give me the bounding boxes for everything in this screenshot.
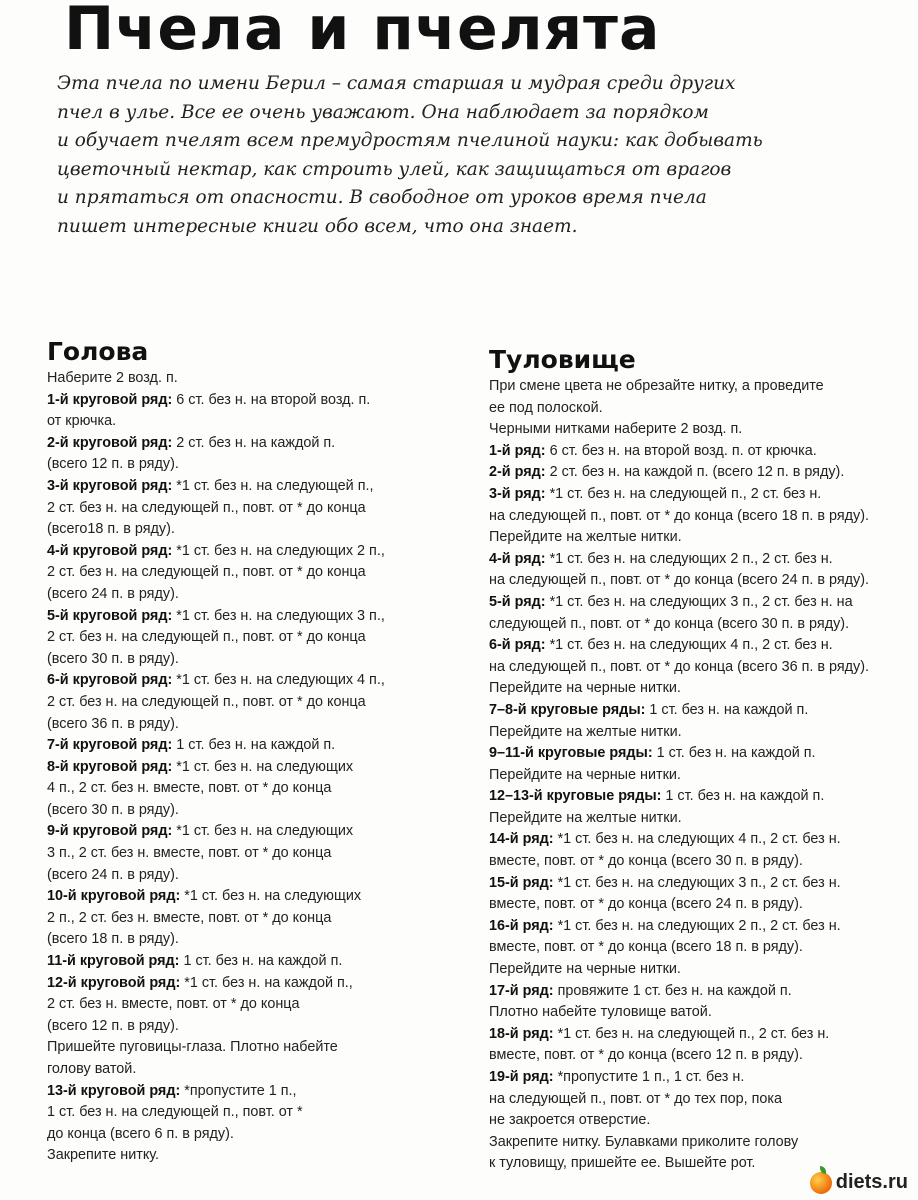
row-label: 16-й ряд:: [489, 917, 554, 934]
instruction-line: [47, 778, 447, 800]
row-label: 4-й круговой ряд:: [47, 542, 173, 559]
apple-logo-icon: [810, 1172, 832, 1194]
instruction-line: [47, 433, 447, 455]
instruction-line: [47, 1037, 447, 1059]
row-label: 11-й круговой ряд:: [47, 953, 180, 970]
instruction-line: [47, 390, 447, 412]
row-label: 19-й ряд:: [489, 1069, 554, 1085]
row-text: Перейдите на черные нитки.: [489, 961, 681, 978]
instruction-line: [47, 519, 447, 541]
instruction-line: [489, 678, 899, 700]
instruction-line: [489, 549, 899, 571]
row-text: *1 ст. без н. на следующих: [180, 888, 362, 905]
row-text: (всего 36 п. в ряду).: [47, 715, 179, 732]
instruction-line: [489, 765, 899, 787]
instruction-line: [489, 1089, 899, 1111]
row-text: Перейдите на желтые нитки.: [489, 529, 682, 546]
row-text: Плотно набейте туловище ватой.: [489, 1004, 712, 1021]
row-text: голову ватой.: [47, 1061, 137, 1077]
row-text: *1 ст. без н. на следующих 4 п.,: [172, 672, 385, 689]
row-text: 4 п., 2 ст. без н. вместе, повт. от * до конца: [47, 780, 332, 797]
instruction-line: [47, 627, 447, 649]
instruction-line: [47, 843, 447, 865]
instruction-line: [47, 1102, 447, 1124]
row-label: 6-й ряд:: [489, 637, 546, 654]
instruction-line: [47, 1145, 447, 1167]
row-text: 1 ст. без н. на следующей п., повт. от *: [47, 1104, 303, 1121]
instruction-line: [489, 592, 899, 614]
row-text: Перейдите на черные нитки.: [489, 766, 681, 783]
row-label: 6-й круговой ряд:: [47, 672, 173, 689]
row-text: 2 ст. без н. на каждой п. (всего 12 п. в ряду).: [545, 464, 845, 481]
instruction-line: [489, 700, 899, 722]
instruction-line: [47, 973, 447, 995]
intro-line: цветочный нектар, как строить улей, как защищаться от врагов: [57, 158, 732, 180]
row-text: на следующей п., повт. от * до конца (всего 18 п. в ряду).: [489, 507, 870, 524]
row-text: (всего 12 п. в ряду).: [47, 1017, 179, 1034]
instruction-line: [489, 722, 899, 744]
instruction-line: [47, 692, 447, 714]
row-text: Пришейте пуговицы-глаза. Плотно набейте: [47, 1039, 338, 1056]
row-text: *1 ст. без н. на следующих 2 п.,: [172, 542, 385, 559]
row-text: (всего 24 п. в ряду).: [47, 585, 179, 602]
row-text: к туловищу, пришейте ее. Вышейте рот.: [489, 1155, 756, 1172]
instruction-line: [489, 959, 899, 981]
instruction-line: [47, 929, 447, 951]
instruction-line: [489, 829, 899, 851]
row-label: 4-й ряд:: [489, 550, 546, 567]
instruction-line: [489, 1067, 899, 1089]
instruction-line: [489, 441, 899, 463]
instruction-line: [489, 527, 899, 549]
instruction-line: [489, 851, 899, 873]
row-text: *1 ст. без н. на следующих 3 п., 2 ст. без н.: [553, 874, 841, 891]
row-text: 1 ст. без н. на каждой п.: [645, 701, 809, 718]
watermark: [810, 1171, 908, 1194]
intro-line: пчел в улье. Все ее очень уважают. Она наблюдает за порядком: [57, 101, 709, 123]
row-text: на следующей п., повт. от * до конца (всего 36 п. в ряду).: [489, 658, 870, 675]
instruction-line: [489, 570, 899, 592]
page-title: Пчела и пчелята: [64, 0, 661, 64]
head-instructions: [47, 368, 447, 1167]
row-text: *1 ст. без н. на каждой п.,: [180, 974, 353, 991]
row-text: от крючка.: [47, 413, 117, 430]
row-label: 18-й ряд:: [489, 1025, 554, 1042]
row-text: (всего 30 п. в ряду).: [47, 650, 179, 667]
row-label: 17-й ряд:: [489, 982, 554, 999]
instruction-line: [47, 368, 447, 390]
row-label: 15-й ряд:: [489, 874, 554, 891]
row-text: *1 ст. без н. на следующей п.,: [172, 477, 374, 494]
instruction-line: [47, 541, 447, 563]
row-label: 1-й круговой ряд:: [47, 391, 173, 408]
instruction-line: [489, 743, 899, 765]
instruction-line: [47, 757, 447, 779]
row-text: на следующей п., повт. от * до конца (всего 24 п. в ряду).: [489, 572, 870, 589]
instruction-line: [489, 398, 899, 420]
instruction-line: [47, 606, 447, 628]
row-text: *1 ст. без н. на следующих 4 п., 2 ст. без н.: [545, 637, 833, 654]
row-text: Наберите 2 возд. п.: [47, 370, 178, 386]
instruction-line: [47, 584, 447, 606]
instruction-line: [47, 908, 447, 930]
row-text: *1 ст. без н. на следующих 4 п., 2 ст. без н.: [553, 831, 841, 848]
instruction-line: [47, 994, 447, 1016]
row-text: (всего 18 п. в ряду).: [47, 931, 179, 948]
row-text: (всего18 п. в ряду).: [47, 521, 175, 538]
row-text: Закрепите нитку. Булавками приколите голову: [489, 1133, 799, 1150]
row-text: 1 ст. без н. на каждой п.: [652, 745, 816, 762]
instruction-line: [47, 1059, 447, 1081]
instruction-line: [47, 649, 447, 671]
head-section: [47, 336, 447, 1167]
instruction-line: [489, 614, 899, 636]
row-text: на следующей п., повт. от * до тех пор, пока: [489, 1090, 783, 1107]
row-text: 2 ст. без н. на следующей п., повт. от * до конца: [47, 564, 366, 581]
body-section: [489, 344, 899, 1175]
instruction-line: [47, 476, 447, 498]
instruction-line: [489, 1132, 899, 1154]
instruction-line: [489, 506, 899, 528]
row-label: 5-й круговой ряд:: [47, 607, 173, 624]
intro-paragraph: [57, 70, 887, 241]
row-text: *1 ст. без н. на следующих: [172, 758, 354, 775]
instruction-line: [47, 714, 447, 736]
row-label: 3-й круговой ряд:: [47, 477, 173, 494]
instruction-line: [489, 657, 899, 679]
row-text: *1 ст. без н. на следующей п., 2 ст. без н.: [545, 485, 822, 502]
instruction-line: [489, 376, 899, 398]
intro-line: и прятаться от опасности. В свободное от уроков время пчела: [57, 187, 707, 208]
instruction-line: [489, 1002, 899, 1024]
instruction-line: [47, 498, 447, 520]
row-text: провяжите 1 ст. без н. на каждой п.: [553, 982, 792, 999]
row-text: 2 ст. без н. на следующей п., повт. от * до конца: [47, 629, 366, 646]
instruction-line: [489, 635, 899, 657]
instruction-line: [47, 951, 447, 973]
instruction-line: [489, 808, 899, 830]
instruction-line: [489, 894, 899, 916]
row-text: *1 ст. без н. на следующих 3 п.,: [172, 607, 385, 624]
row-label: 1-й ряд:: [489, 442, 546, 459]
instruction-line: [47, 886, 447, 908]
instruction-line: [47, 735, 447, 757]
row-label: 12-й круговой ряд:: [47, 974, 181, 991]
instruction-line: [47, 670, 447, 692]
instruction-line: [489, 916, 899, 938]
row-text: Перейдите на желтые нитки.: [489, 723, 682, 740]
row-label: 9-й круговой ряд:: [47, 823, 173, 840]
body-section-title: Туловище: [489, 345, 636, 374]
row-text: *1 ст. без н. на следующих 2 п., 2 ст. без н.: [553, 917, 841, 934]
row-text: следующей п., повт. от * до конца (всего 30 п. в ряду).: [489, 615, 850, 632]
row-label: 14-й ряд:: [489, 831, 554, 848]
row-label: 12–13-й круговые ряды:: [489, 788, 662, 805]
row-text: *1 ст. без н. на следующих 2 п., 2 ст. без н.: [545, 550, 833, 567]
instruction-line: [47, 865, 447, 887]
row-text: *пропустите 1 п., 1 ст. без н.: [553, 1069, 745, 1085]
instruction-line: [489, 981, 899, 1003]
row-label: 3-й ряд:: [489, 485, 546, 502]
row-text: *пропустите 1 п.,: [180, 1082, 297, 1099]
row-label: 7-й круговой ряд:: [47, 737, 173, 754]
row-text: При смене цвета не обрезайте нитку, а проведите: [489, 378, 824, 394]
row-label: 7–8-й круговые ряды:: [489, 701, 646, 718]
row-text: 1 ст. без н. на каждой п.: [172, 737, 336, 754]
row-text: 2 ст. без н. вместе, повт. от * до конца: [47, 996, 300, 1013]
instruction-line: [47, 1124, 447, 1146]
instruction-line: [489, 1045, 899, 1067]
row-text: 6 ст. без н. на второй возд. п.: [172, 391, 371, 408]
row-text: Черными нитками наберите 2 возд. п.: [489, 421, 743, 438]
instruction-line: [47, 821, 447, 843]
row-text: Закрепите нитку.: [47, 1147, 160, 1164]
instruction-line: [47, 1016, 447, 1038]
row-text: (всего 12 п. в ряду).: [47, 456, 179, 473]
row-text: *1 ст. без н. на следующих 3 п., 2 ст. без н. на: [545, 593, 853, 610]
row-text: 2 п., 2 ст. без н. вместе, повт. от * до конца: [47, 909, 332, 926]
row-text: вместе, повт. от * до конца (всего 12 п. в ряду).: [489, 1047, 803, 1064]
row-text: 6 ст. без н. на второй возд. п. от крючка.: [545, 442, 817, 459]
row-text: *1 ст. без н. на следующей п., 2 ст. без н.: [553, 1025, 830, 1042]
row-text: 1 ст. без н. на каждой п.: [179, 953, 343, 970]
row-text: вместе, повт. от * до конца (всего 30 п. в ряду).: [489, 853, 803, 870]
row-text: 2 ст. без н. на каждой п.: [172, 434, 336, 451]
instruction-line: [489, 419, 899, 441]
row-label: 2-й круговой ряд:: [47, 434, 173, 451]
instruction-line: [47, 411, 447, 433]
row-text: 3 п., 2 ст. без н. вместе, повт. от * до конца: [47, 845, 332, 862]
row-text: вместе, повт. от * до конца (всего 18 п. в ряду).: [489, 939, 803, 956]
intro-line: пишет интересные книги обо всем, что она знает.: [57, 215, 578, 237]
instruction-line: [489, 1110, 899, 1132]
row-text: (всего 24 п. в ряду).: [47, 866, 179, 883]
row-text: 2 ст. без н. на следующей п., повт. от * до конца: [47, 499, 366, 516]
row-text: (всего 30 п. в ряду).: [47, 801, 179, 818]
instruction-line: [489, 1024, 899, 1046]
row-text: *1 ст. без н. на следующих: [172, 823, 354, 840]
row-label: 13-й круговой ряд:: [47, 1082, 181, 1099]
row-text: вместе, повт. от * до конца (всего 24 п. в ряду).: [489, 896, 803, 913]
row-label: 10-й круговой ряд:: [47, 888, 181, 905]
instruction-line: [47, 454, 447, 476]
row-label: 8-й круговой ряд:: [47, 758, 173, 775]
row-text: Перейдите на желтые нитки.: [489, 809, 682, 826]
row-text: 2 ст. без н. на следующей п., повт. от * до конца: [47, 693, 366, 710]
intro-line: и обучает пчелят всем премудростям пчелиной науки: как добывать: [57, 130, 763, 151]
row-text: Перейдите на черные нитки.: [489, 680, 681, 697]
row-text: до конца (всего 6 п. в ряду).: [47, 1125, 234, 1142]
instruction-line: [47, 800, 447, 822]
body-instructions: [489, 376, 899, 1175]
row-label: 5-й ряд:: [489, 593, 546, 610]
instruction-line: [489, 462, 899, 484]
row-label: 2-й ряд:: [489, 464, 546, 481]
watermark-text: diets.ru: [835, 1171, 908, 1193]
row-text: 1 ст. без н. на каждой п.: [661, 788, 825, 805]
row-text: не закроется отверстие.: [489, 1112, 651, 1129]
instruction-line: [47, 1081, 447, 1103]
head-section-title: Голова: [47, 337, 149, 366]
instruction-line: [489, 484, 899, 506]
instruction-line: [47, 562, 447, 584]
instruction-line: [489, 937, 899, 959]
instruction-line: [489, 873, 899, 895]
row-label: 9–11-й круговые ряды:: [489, 745, 653, 762]
row-text: ее под полоской.: [489, 399, 603, 416]
instruction-line: [489, 786, 899, 808]
intro-line: Эта пчела по имени Берил – самая старшая и мудрая среди других: [57, 73, 736, 94]
